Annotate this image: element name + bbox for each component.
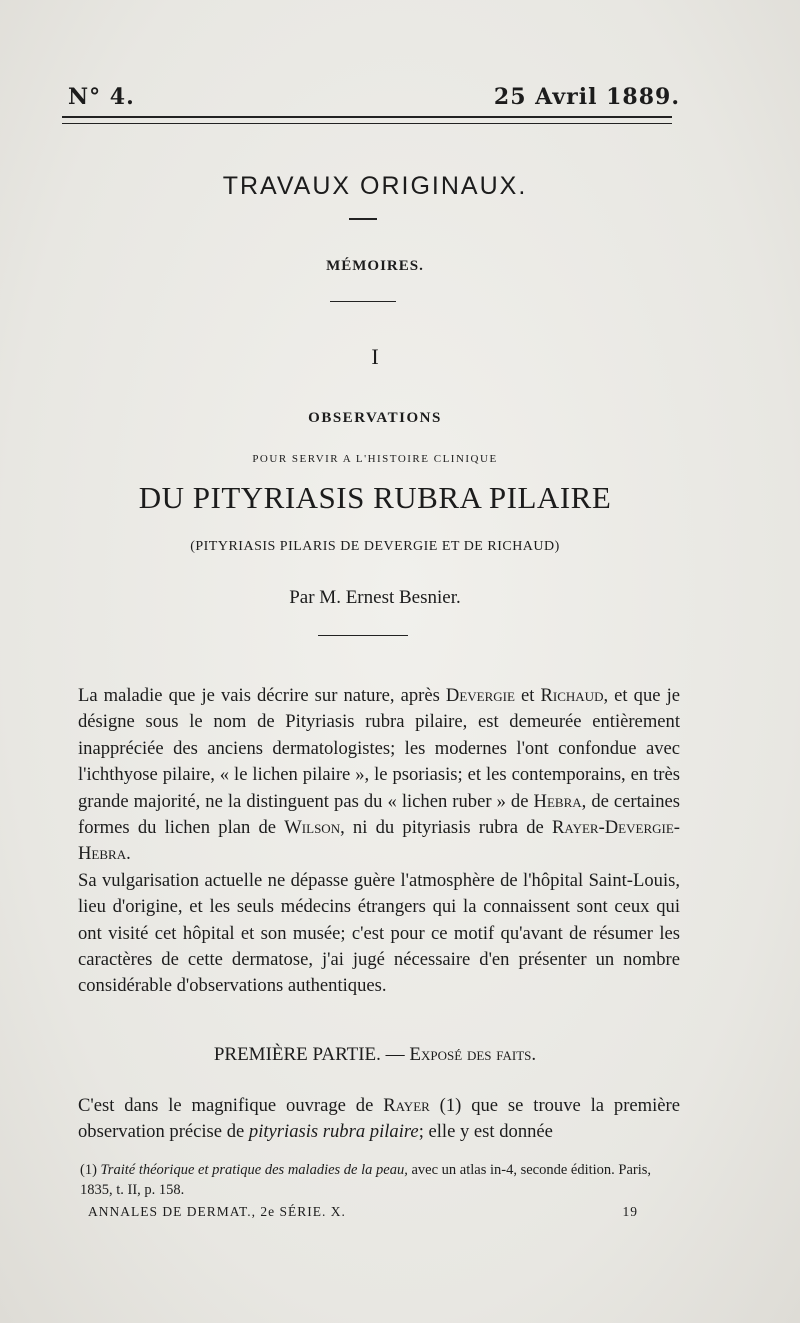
- name-rayer: Rayer: [383, 1095, 430, 1116]
- article-number: I: [371, 344, 379, 369]
- name-devergie: Devergie: [445, 685, 515, 706]
- paragraph-2: Sa vulgarisation actuelle ne dépasse guère l'atmosphère de l'hôpital Saint-Louis, lieu d'origine, et les seuls médecins étrangers qui la connaissent sont ceux qui ont visité cet hôpital et son musée; c'est pour ce motif qu'avant de résumer les caractères de cette dermatose, j'ai jugé nécessaire d'en présenter un nombre considérable d'observations authentiques.: [78, 869, 680, 997]
- subsection-title: MÉMOIRES.: [326, 258, 424, 274]
- header-rule: [62, 116, 672, 124]
- body-text-2: [78, 1093, 680, 1146]
- journal-name: ANNALES DE DERMAT., 2e SÉRIE. X.: [88, 1204, 346, 1219]
- running-header: [68, 84, 680, 114]
- part-title: PREMIÈRE PARTIE.: [213, 1044, 381, 1065]
- term-pityriasis: pityriasis rubra pilaire: [248, 1121, 419, 1143]
- footnote: (1) Traité théorique et pratique des maladies de la peau, avec un atlas in-4, seconde édition. Paris, 1835, t. II, p. 158.: [80, 1162, 652, 1198]
- issue-date: 25 Avril 1889.: [493, 84, 680, 110]
- part-subtitle: Exposé des faits.: [409, 1044, 537, 1065]
- subsection-divider: [330, 301, 396, 302]
- section-divider: [349, 218, 377, 220]
- body-text: [78, 683, 680, 1000]
- name-wilson: Wilson: [284, 817, 341, 839]
- name-hebra: Hebra: [533, 790, 582, 812]
- name-rayer-devergie-hebra: Rayer-Devergie-Hebra: [78, 817, 680, 865]
- paragraph-3: C'est dans le magnifique ouvrage de Rayer (1) que se trouve la première observation précise de pityriasis rubra pilaire; elle y est donnée: [78, 1095, 680, 1143]
- issue-number: N° 4.: [68, 84, 135, 110]
- footnote-title: Traité théorique et pratique des maladies de la peau,: [100, 1162, 408, 1178]
- page-number: 19: [622, 1204, 638, 1219]
- article-author: Par M. Ernest Besnier.: [289, 587, 461, 608]
- name-richaud: Richaud: [540, 685, 604, 706]
- paragraph-1: La maladie que je vais décrire sur nature, après Devergie et Richaud, et que je désigne sous le nom de Pityriasis rubra pilaire, est demeurée entièrement inappréciée des anciens dermatologistes; les modernes l'ont confondue avec l'ichthyose pilaire, « le lichen pilaire », le psoriasis; et les contemporains, en très grande majorité, ne la distinguent pas du « lichen ruber » de Hebra, de certaines formes du lichen plan de Wilson, ni du pityriasis rubra de Rayer-Devergie-Hebra.: [78, 685, 680, 865]
- article-subtitle: (PITYRIASIS PILARIS DE DEVERGIE ET DE RICHAUD): [190, 539, 560, 554]
- article-title: DU PITYRIASIS RUBRA PILAIRE: [138, 480, 612, 515]
- author-divider: [318, 635, 408, 636]
- page-footer: [88, 1204, 638, 1220]
- article-kicker: OBSERVATIONS: [308, 410, 442, 426]
- section-title: TRAVAUX ORIGINAUX.: [222, 172, 528, 200]
- part-heading: PREMIÈRE PARTIE. — Exposé des faits.: [213, 1044, 537, 1065]
- article-pour: POUR SERVIR A L'HISTOIRE CLINIQUE: [252, 453, 498, 465]
